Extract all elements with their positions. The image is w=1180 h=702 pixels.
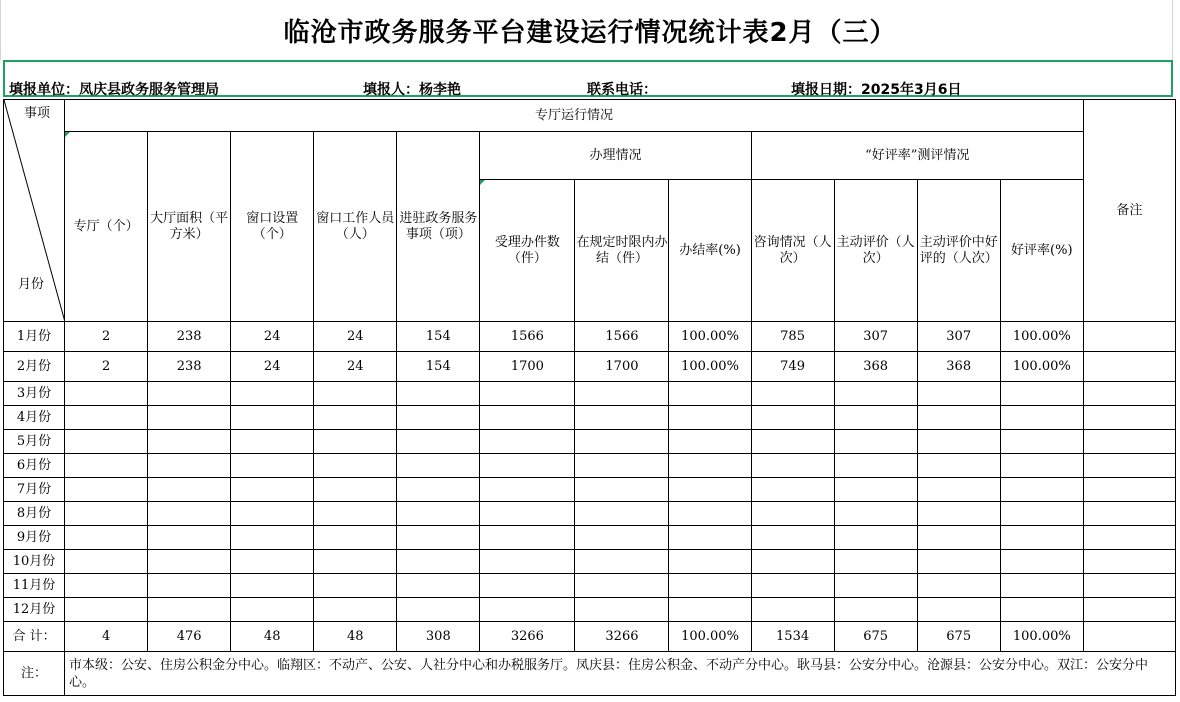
data-cell[interactable] <box>231 406 314 430</box>
data-cell[interactable] <box>669 406 751 430</box>
data-cell[interactable] <box>575 574 669 598</box>
remark-cell[interactable] <box>1083 478 1175 502</box>
data-cell[interactable]: 1566 <box>480 322 575 352</box>
total-cell[interactable]: 4 <box>65 622 148 652</box>
data-cell[interactable] <box>834 526 917 550</box>
data-cell[interactable] <box>669 574 751 598</box>
total-cell[interactable]: 675 <box>834 622 917 652</box>
data-cell[interactable] <box>397 430 480 454</box>
data-cell[interactable] <box>834 454 917 478</box>
month-cell[interactable]: 6月份 <box>4 454 65 478</box>
data-cell[interactable] <box>480 454 575 478</box>
data-cell[interactable] <box>231 454 314 478</box>
total-cell[interactable]: 48 <box>314 622 397 652</box>
data-cell[interactable] <box>148 526 231 550</box>
data-cell[interactable] <box>917 430 1000 454</box>
data-cell[interactable] <box>148 598 231 622</box>
data-cell[interactable] <box>917 526 1000 550</box>
col-header-consult: 咨询情况（人次） <box>751 180 834 322</box>
data-cell[interactable] <box>148 502 231 526</box>
data-cell[interactable] <box>917 406 1000 430</box>
remark-cell[interactable] <box>1083 550 1175 574</box>
page-title: 临沧市政务服务平台建设运行情况统计表2月（三） <box>283 18 897 48</box>
data-cell[interactable] <box>575 478 669 502</box>
month-cell[interactable]: 7月份 <box>4 478 65 502</box>
col-header-accepted: 受理办件数（件） <box>480 180 575 322</box>
data-cell[interactable] <box>575 406 669 430</box>
data-cell[interactable] <box>834 430 917 454</box>
table-row <box>4 526 1176 550</box>
data-cell[interactable] <box>314 430 397 454</box>
data-cell[interactable] <box>480 430 575 454</box>
data-cell[interactable] <box>397 550 480 574</box>
data-cell[interactable] <box>148 430 231 454</box>
data-cell[interactable] <box>480 502 575 526</box>
table-row <box>4 550 1176 574</box>
corner-header-cell <box>4 100 65 322</box>
data-cell[interactable] <box>751 502 834 526</box>
data-cell[interactable] <box>65 454 148 478</box>
remark-header: 备注 <box>1083 100 1175 322</box>
total-cell[interactable]: 48 <box>231 622 314 652</box>
col-header-good-rate: 好评率(%) <box>1000 180 1083 322</box>
data-cell[interactable] <box>575 502 669 526</box>
remark-cell[interactable] <box>1083 622 1175 652</box>
remark-cell[interactable] <box>1083 454 1175 478</box>
corner-item-label: 事项 <box>24 106 51 121</box>
month-cell[interactable]: 10月份 <box>4 550 65 574</box>
data-cell[interactable] <box>669 598 751 622</box>
data-cell[interactable] <box>834 478 917 502</box>
month-cell[interactable]: 2月份 <box>4 352 65 382</box>
data-cell[interactable] <box>669 502 751 526</box>
data-cell[interactable] <box>751 598 834 622</box>
data-cell[interactable] <box>397 478 480 502</box>
data-cell[interactable] <box>1000 598 1083 622</box>
data-cell[interactable]: 24 <box>231 352 314 382</box>
data-cell[interactable] <box>397 406 480 430</box>
data-cell[interactable]: 1566 <box>575 322 669 352</box>
data-cell[interactable] <box>148 406 231 430</box>
data-cell[interactable] <box>751 478 834 502</box>
data-cell[interactable] <box>1000 502 1083 526</box>
data-cell[interactable]: 238 <box>148 322 231 352</box>
data-cell[interactable]: 24 <box>314 352 397 382</box>
data-cell[interactable] <box>917 574 1000 598</box>
month-cell[interactable]: 3月份 <box>4 382 65 406</box>
data-cell[interactable] <box>480 526 575 550</box>
table-row <box>4 352 1176 382</box>
data-cell[interactable]: 368 <box>917 352 1000 382</box>
table-row <box>4 502 1176 526</box>
table-row <box>4 382 1176 406</box>
col-header-matters: 进驻政务服务事项（项） <box>397 132 480 322</box>
data-cell[interactable] <box>480 550 575 574</box>
data-cell[interactable] <box>231 574 314 598</box>
data-cell[interactable] <box>575 454 669 478</box>
data-cell[interactable] <box>65 550 148 574</box>
data-cell[interactable]: 100.00% <box>669 322 751 352</box>
month-cell[interactable]: 8月份 <box>4 502 65 526</box>
data-cell[interactable] <box>751 526 834 550</box>
total-cell[interactable]: 3266 <box>575 622 669 652</box>
data-cell[interactable] <box>397 382 480 406</box>
data-cell[interactable] <box>148 382 231 406</box>
data-cell[interactable] <box>314 382 397 406</box>
remark-cell[interactable] <box>1083 322 1175 352</box>
remark-cell[interactable] <box>1083 502 1175 526</box>
data-cell[interactable] <box>1000 406 1083 430</box>
table-row <box>4 598 1176 622</box>
data-cell[interactable] <box>751 454 834 478</box>
total-cell[interactable]: 308 <box>397 622 480 652</box>
data-cell[interactable] <box>669 526 751 550</box>
data-cell[interactable] <box>314 550 397 574</box>
col-header-area: 大厅面积（平方米） <box>148 132 231 322</box>
month-cell[interactable]: 5月份 <box>4 430 65 454</box>
data-cell[interactable] <box>480 574 575 598</box>
data-cell[interactable] <box>65 478 148 502</box>
data-cell[interactable] <box>834 598 917 622</box>
data-cell[interactable] <box>480 406 575 430</box>
data-cell[interactable] <box>65 574 148 598</box>
data-cell[interactable] <box>917 478 1000 502</box>
data-cell[interactable] <box>480 382 575 406</box>
data-cell[interactable] <box>1000 550 1083 574</box>
data-cell[interactable] <box>917 550 1000 574</box>
total-cell[interactable]: 100.00% <box>1000 622 1083 652</box>
data-cell[interactable] <box>231 598 314 622</box>
total-label: 合 计： <box>4 622 65 652</box>
data-cell[interactable] <box>1000 430 1083 454</box>
data-cell[interactable] <box>669 478 751 502</box>
data-cell[interactable] <box>834 574 917 598</box>
data-cell[interactable] <box>751 574 834 598</box>
remark-cell[interactable] <box>1083 406 1175 430</box>
reporting-unit: 填报单位：凤庆县政务服务管理局 <box>9 82 219 98</box>
data-cell[interactable] <box>480 598 575 622</box>
data-cell[interactable] <box>751 406 834 430</box>
reporter: 填报人：杨李艳 <box>363 82 461 98</box>
data-cell[interactable] <box>669 454 751 478</box>
data-cell[interactable] <box>575 598 669 622</box>
remark-cell[interactable] <box>1083 598 1175 622</box>
data-cell[interactable]: 154 <box>397 352 480 382</box>
remark-cell[interactable] <box>1083 526 1175 550</box>
data-cell[interactable] <box>314 502 397 526</box>
remark-cell[interactable] <box>1083 430 1175 454</box>
total-cell[interactable]: 100.00% <box>669 622 751 652</box>
table-row <box>4 574 1176 598</box>
table-row <box>4 454 1176 478</box>
statistics-table <box>3 99 1176 696</box>
contact-phone: 联系电话： <box>587 82 657 98</box>
note-label: 注： <box>4 652 65 696</box>
data-cell[interactable]: 24 <box>314 322 397 352</box>
data-cell[interactable] <box>231 526 314 550</box>
table-row <box>4 406 1176 430</box>
col-header-good-rating: 主动评价中好评的（人次） <box>917 180 1000 322</box>
data-cell[interactable]: 368 <box>834 352 917 382</box>
data-cell[interactable]: 100.00% <box>1000 352 1083 382</box>
data-cell[interactable]: 24 <box>231 322 314 352</box>
data-cell[interactable] <box>917 598 1000 622</box>
col-header-active-rating: 主动评价（人次） <box>834 180 917 322</box>
table-row <box>4 430 1176 454</box>
remark-cell[interactable] <box>1083 352 1175 382</box>
data-cell[interactable] <box>148 574 231 598</box>
data-cell[interactable]: 749 <box>751 352 834 382</box>
note-row <box>4 652 1176 696</box>
data-cell[interactable] <box>148 550 231 574</box>
data-cell[interactable] <box>65 430 148 454</box>
data-cell[interactable] <box>834 502 917 526</box>
data-cell[interactable] <box>65 598 148 622</box>
data-cell[interactable] <box>575 382 669 406</box>
data-cell[interactable] <box>397 526 480 550</box>
note-text: 市本级：公安、住房公积金分中心。临翔区：不动产、公安、人社分中心和办税服务厅。凤庆县：住房公积金、不动产分中心。耿马县：公安分中心。沧源县：公安分中心。双江：公安分中心。 <box>65 652 1176 696</box>
data-cell[interactable]: 100.00% <box>669 352 751 382</box>
data-cell[interactable] <box>314 574 397 598</box>
data-cell[interactable] <box>917 454 1000 478</box>
data-cell[interactable] <box>65 526 148 550</box>
group-header-handle: 办理情况 <box>480 132 751 180</box>
data-cell[interactable]: 2 <box>65 352 148 382</box>
data-cell[interactable] <box>148 478 231 502</box>
data-cell[interactable] <box>834 550 917 574</box>
col-header-staff: 窗口工作人员（人） <box>314 132 397 322</box>
remark-cell[interactable] <box>1083 574 1175 598</box>
data-cell[interactable] <box>1000 526 1083 550</box>
data-cell[interactable] <box>397 598 480 622</box>
col-header-windows: 窗口设置（个） <box>231 132 314 322</box>
data-cell[interactable] <box>148 454 231 478</box>
data-cell[interactable] <box>65 406 148 430</box>
data-cell[interactable] <box>575 526 669 550</box>
data-cell[interactable]: 307 <box>834 322 917 352</box>
data-cell[interactable] <box>1000 454 1083 478</box>
data-cell[interactable]: 307 <box>917 322 1000 352</box>
data-cell[interactable] <box>314 526 397 550</box>
table-row <box>4 478 1176 502</box>
data-cell[interactable] <box>834 382 917 406</box>
data-cell[interactable]: 1700 <box>480 352 575 382</box>
group-header-rating: “好评率”测评情况 <box>751 132 1083 180</box>
data-cell[interactable] <box>231 430 314 454</box>
total-row <box>4 622 1176 652</box>
data-cell[interactable] <box>480 478 575 502</box>
data-cell[interactable] <box>397 454 480 478</box>
data-cell[interactable]: 1700 <box>575 352 669 382</box>
col-header-completed: 在规定时限内办结（件） <box>575 180 669 322</box>
remark-cell[interactable] <box>1083 382 1175 406</box>
total-cell[interactable]: 3266 <box>480 622 575 652</box>
total-cell[interactable]: 675 <box>917 622 1000 652</box>
data-cell[interactable] <box>231 550 314 574</box>
data-cell[interactable] <box>575 550 669 574</box>
data-cell[interactable] <box>314 406 397 430</box>
data-cell[interactable] <box>751 382 834 406</box>
data-cell[interactable]: 785 <box>751 322 834 352</box>
report-date: 填报日期：2025年3月6日 <box>791 82 962 98</box>
total-cell[interactable]: 1534 <box>751 622 834 652</box>
data-cell[interactable] <box>917 382 1000 406</box>
data-cell[interactable] <box>1000 478 1083 502</box>
data-cell[interactable]: 2 <box>65 322 148 352</box>
data-cell[interactable] <box>397 502 480 526</box>
month-cell[interactable]: 4月份 <box>4 406 65 430</box>
table-row <box>4 322 1176 352</box>
corner-month-label: 月份 <box>18 277 45 292</box>
data-cell[interactable] <box>575 430 669 454</box>
month-cell[interactable]: 11月份 <box>4 574 65 598</box>
data-cell[interactable]: 100.00% <box>1000 322 1083 352</box>
group-header-main: 专厅运行情况 <box>65 100 1084 132</box>
data-cell[interactable] <box>751 430 834 454</box>
month-cell[interactable]: 1月份 <box>4 322 65 352</box>
info-row[interactable] <box>3 60 1173 97</box>
data-cell[interactable] <box>1000 574 1083 598</box>
cell-marker-icon <box>480 180 485 185</box>
data-cell[interactable] <box>669 430 751 454</box>
data-cell[interactable] <box>397 574 480 598</box>
col-header-halls: 专厅（个） <box>65 132 148 322</box>
data-cell[interactable] <box>65 502 148 526</box>
data-cell[interactable] <box>231 502 314 526</box>
data-cell[interactable] <box>314 598 397 622</box>
data-cell[interactable] <box>65 382 148 406</box>
data-cell[interactable] <box>231 478 314 502</box>
cell-marker-icon <box>65 132 70 137</box>
data-cell[interactable]: 154 <box>397 322 480 352</box>
data-cell[interactable] <box>834 406 917 430</box>
col-header-completion-rate: 办结率(%) <box>669 180 751 322</box>
month-cell[interactable]: 9月份 <box>4 526 65 550</box>
data-cell[interactable]: 238 <box>148 352 231 382</box>
data-cell[interactable] <box>314 478 397 502</box>
data-cell[interactable] <box>231 382 314 406</box>
data-cell[interactable] <box>669 550 751 574</box>
data-cell[interactable] <box>314 454 397 478</box>
data-cell[interactable] <box>669 382 751 406</box>
total-cell[interactable]: 476 <box>148 622 231 652</box>
month-cell[interactable]: 12月份 <box>4 598 65 622</box>
data-cell[interactable] <box>1000 382 1083 406</box>
data-cell[interactable] <box>751 550 834 574</box>
data-cell[interactable] <box>917 502 1000 526</box>
